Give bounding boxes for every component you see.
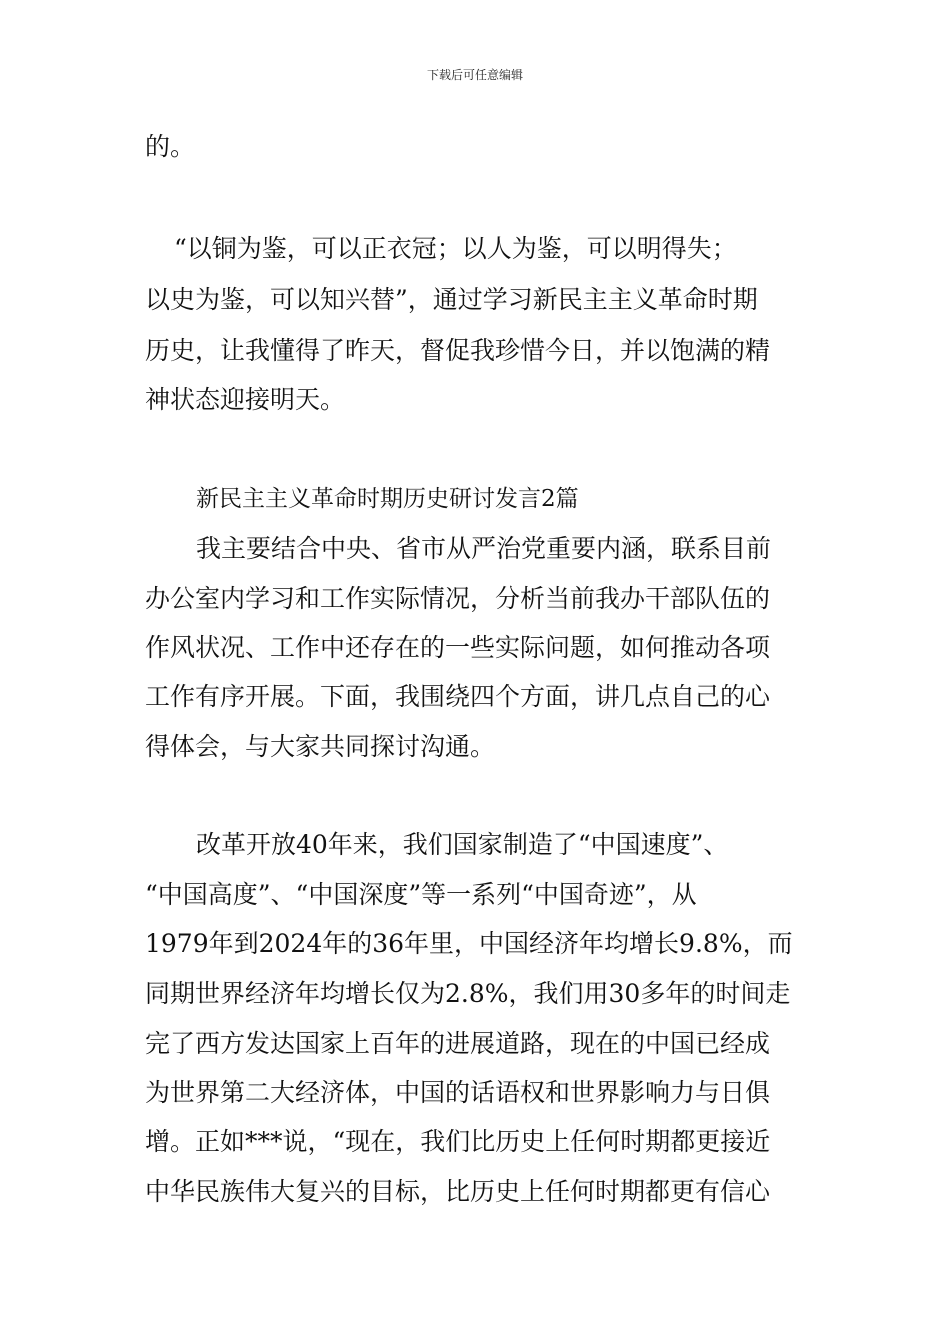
- text-line: 的。: [145, 132, 196, 161]
- text-line: 完了西方发达国家上百年的进展道路，现在的中国已经成: [145, 1029, 771, 1058]
- paragraph-first-line: 改革开放40年来，我们国家制造了“中国速度”、: [196, 830, 729, 859]
- text-line: 神状态迎接明天。: [145, 385, 346, 414]
- paragraph-first-line: 我主要结合中央、省市从严治党重要内涵，联系目前: [196, 534, 772, 563]
- quote-line: “以铜为鉴，可以正衣冠；以人为鉴，可以明得失；: [174, 234, 737, 263]
- text-line: 同期世界经济年均增长仅为2.8%，我们用30多年的时间走: [145, 979, 791, 1008]
- text-line: 办公室内学习和工作实际情况，分析当前我办干部队伍的: [145, 584, 771, 613]
- text-line: 得体会，与大家共同探讨沟通。: [145, 732, 496, 761]
- page-header: 下载后可任意编辑: [426, 68, 523, 82]
- text-line: 增。正如***说，“现在，我们比历史上任何时期都更接近: [145, 1127, 771, 1156]
- text-line: 作风状况、工作中还存在的一些实际问题，如何推动各项: [145, 633, 771, 662]
- text-line: 为世界第二大经济体，中国的话语权和世界影响力与日俱: [145, 1078, 771, 1107]
- text-line: 历史，让我懂得了昨天，督促我珍惜今日，并以饱满的精: [145, 336, 771, 365]
- text-line: 中华民族伟大复兴的目标，比历史上任何时期都更有信心: [145, 1177, 771, 1206]
- text-line: 1979年到2024年的36年里，中国经济年均增长9.8%，而: [145, 929, 793, 958]
- section-heading: 新民主主义革命时期历史研讨发言2篇: [196, 486, 579, 512]
- text-line: 以史为鉴，可以知兴替”，通过学习新民主主义革命时期: [145, 285, 758, 314]
- text-line: 工作有序开展。下面，我围绕四个方面，讲几点自己的心: [145, 682, 771, 711]
- text-line: “中国高度”、“中国深度”等一系列“中国奇迹”，从: [145, 880, 697, 909]
